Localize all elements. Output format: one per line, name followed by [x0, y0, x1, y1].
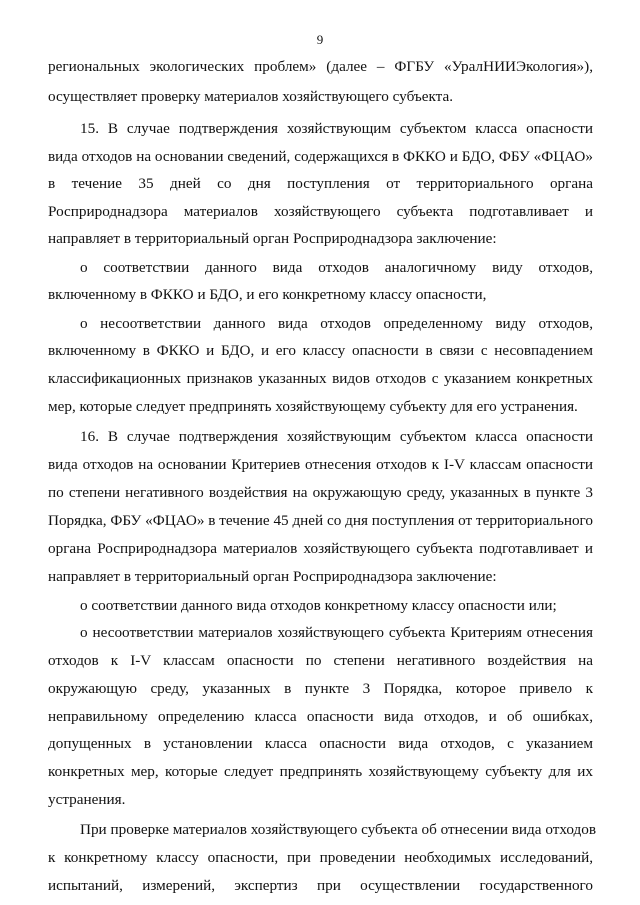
text-line: направляет в территориальный орган Росприроднадзора заключение: — [48, 568, 497, 585]
text-line: вида отходов на основании Критериев отнесения отходов к I-V классам опасности — [48, 456, 593, 473]
text-line: неправильному определению класса опасности вида отходов, и об ошибках, — [48, 708, 593, 725]
text-line: При проверке материалов хозяйствующего субъекта об отнесении вида отходов — [80, 821, 597, 838]
text-line: включенному в ФККО и БДО, и его конкретному классу опасности, — [48, 286, 487, 303]
text-line: испытаний, измерений, экспертиз при осуществлении государственного — [48, 877, 593, 894]
text-line: окружающую среду, указанных в пункте 3 Порядка, которое привело к — [48, 680, 593, 697]
text-line: 16. В случае подтверждения хозяйствующим субъектом класса опасности — [80, 428, 593, 445]
text-line: о несоответствии материалов хозяйствующего субъекта Критериям отнесения — [80, 624, 593, 641]
text-line: направляет в территориальный орган Росприроднадзора заключение: — [48, 230, 497, 247]
text-line: о несоответствии данного вида отходов определенному виду отходов, — [80, 315, 593, 332]
text-line: региональных экологических проблем» (далее – ФГБУ «УралНИИЭкология»), — [48, 58, 593, 75]
text-line: в течение 35 дней со дня поступления от территориального органа — [48, 175, 593, 192]
text-line: органа Росприроднадзора материалов хозяйствующего субъекта подготавливает и — [48, 540, 593, 557]
text-line: конкретных мер, которые следует предпринять хозяйствующему субъекту для их — [48, 763, 593, 780]
page-number: 9 — [316, 32, 324, 47]
text-line: устранения. — [48, 791, 126, 808]
text-line: о соответствии данного вида отходов конкретному классу опасности или; — [80, 597, 557, 614]
text-line: о соответствии данного вида отходов аналогичному виду отходов, — [80, 259, 593, 276]
text-line: мер, которые следует предпринять хозяйствующему субъекту для его устранения. — [48, 398, 578, 415]
text-line: 15. В случае подтверждения хозяйствующим субъектом класса опасности — [80, 120, 593, 137]
text-line: Росприроднадзора материалов хозяйствующего субъекта подготавливает и — [48, 203, 593, 220]
text-line: к конкретному классу опасности, при проведении необходимых исследований, — [48, 849, 593, 866]
text-line: по степени негативного воздействия на окружающую среду, указанных в пункте 3 — [48, 484, 593, 501]
text-line: осуществляет проверку материалов хозяйствующего субъекта. — [48, 88, 454, 105]
text-line: классификационных признаков указанных видов отходов с указанием конкретных — [48, 370, 593, 387]
text-line: Порядка, ФБУ «ФЦАО» в течение 45 дней со дня поступления от территориального — [48, 512, 593, 529]
text-line: допущенных в установлении класса опасности вида отходов, с указанием — [48, 735, 593, 752]
text-line: вида отходов на основании сведений, содержащихся в ФККО и БДО, ФБУ «ФЦАО» — [48, 148, 593, 165]
text-line: отходов к I-V классам опасности по степени негативного воздействия на — [48, 652, 593, 669]
text-line: включенному в ФККО и БДО, и его классу опасности в связи с несовпадением — [48, 342, 593, 359]
